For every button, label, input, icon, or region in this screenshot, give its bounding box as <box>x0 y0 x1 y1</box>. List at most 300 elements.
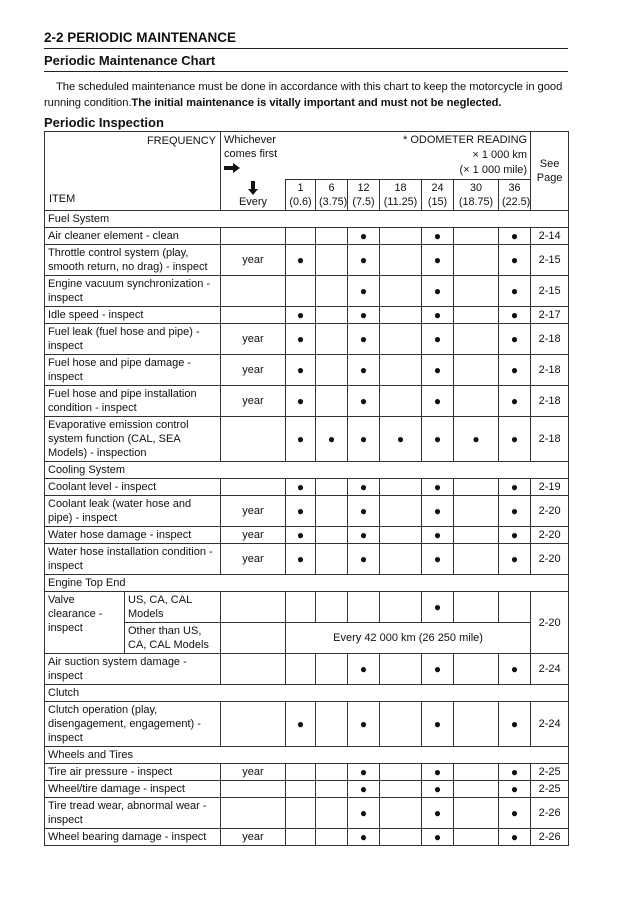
interval-mark-cell <box>422 527 454 544</box>
dot-mark: ● <box>396 432 405 446</box>
dot-mark: ● <box>433 504 442 518</box>
interval-mark-cell <box>422 324 454 355</box>
interval-mile: (18.75) <box>458 196 494 208</box>
interval-mark-cell <box>348 592 380 623</box>
table-row <box>45 307 569 324</box>
table-row <box>45 544 569 575</box>
category-row <box>45 747 569 764</box>
see-page-cell: 2-14 <box>531 228 569 245</box>
item-cell: Engine vacuum synchronization - inspect <box>45 276 221 307</box>
interval-mark-cell <box>286 496 316 527</box>
item-cell: Evaporative emission control system function (CAL, SEA Models) - inspection <box>45 417 221 462</box>
item-cell: Air suction system damage - inspect <box>45 654 221 685</box>
interval-mark-cell <box>316 702 348 747</box>
odometer-cell <box>286 132 531 180</box>
dot-mark: ● <box>359 284 368 298</box>
item-cell: Coolant level - inspect <box>45 479 221 496</box>
table-row <box>45 764 569 781</box>
interval-mark-cell <box>286 702 316 747</box>
interval-mile: (15) <box>427 196 448 208</box>
interval-mark-cell <box>286 544 316 575</box>
interval-mark-cell <box>348 544 380 575</box>
dot-mark: ● <box>296 480 305 494</box>
interval-mile: (22.5) <box>502 196 531 208</box>
category-row <box>45 462 569 479</box>
dot-mark: ● <box>433 552 442 566</box>
km-unit: × 1 000 km <box>472 149 528 161</box>
interval-mark-cell <box>499 245 531 276</box>
interval-mark-cell <box>454 798 499 829</box>
interval-mark-cell <box>422 355 454 386</box>
category-row <box>45 685 569 702</box>
interval-mark-cell <box>286 386 316 417</box>
interval-mark-cell <box>454 781 499 798</box>
chart-subtitle: Periodic Maintenance Chart <box>44 49 568 72</box>
interval-mark-cell <box>499 307 531 324</box>
every-cell <box>221 228 286 245</box>
interval-mark-cell <box>380 355 422 386</box>
dot-mark: ● <box>359 432 368 446</box>
category-title: Clutch <box>45 685 569 702</box>
category-row <box>45 575 569 592</box>
dot-mark: ● <box>510 253 519 267</box>
interval-mark-cell <box>348 228 380 245</box>
whichever-line2-row <box>224 147 283 175</box>
dot-mark: ● <box>510 363 519 377</box>
interval-mark-cell <box>380 702 422 747</box>
dot-mark: ● <box>359 528 368 542</box>
interval-mark-cell <box>380 386 422 417</box>
interval-mark-cell <box>380 245 422 276</box>
dot-mark: ● <box>510 528 519 542</box>
table-row <box>45 592 569 623</box>
dot-mark: ● <box>359 806 368 820</box>
intro-text: The scheduled maintenance must be done in accordance with this chart to keep the motorcycle in good running condition. <box>44 81 563 109</box>
interval-km: 12 <box>357 182 370 194</box>
interval-mark-cell <box>316 527 348 544</box>
item-cell: Fuel hose and pipe installation condition - inspect <box>45 386 221 417</box>
dot-mark: ● <box>510 308 519 322</box>
dot-mark: ● <box>510 830 519 844</box>
see-page-cell: 2-20 <box>531 544 569 575</box>
see-page-cell: 2-18 <box>531 355 569 386</box>
interval-mark-cell <box>454 228 499 245</box>
see-page-cell: 2-20 <box>531 592 569 654</box>
dot-mark: ● <box>433 782 442 796</box>
interval-mark-cell <box>286 798 316 829</box>
interval-mark-cell <box>422 386 454 417</box>
dot-mark: ● <box>359 229 368 243</box>
every-header <box>221 180 286 211</box>
interval-mark-cell <box>316 276 348 307</box>
interval-mark-cell <box>348 355 380 386</box>
item-cell: Air cleaner element - clean <box>45 228 221 245</box>
table-row <box>45 276 569 307</box>
interval-mark-cell <box>380 764 422 781</box>
interval-mark-cell <box>316 592 348 623</box>
interval-mark-cell <box>499 592 531 623</box>
interval-mark-cell <box>348 527 380 544</box>
interval-mark-cell <box>286 245 316 276</box>
whichever-cell <box>221 132 286 180</box>
interval-mark-cell <box>316 228 348 245</box>
page <box>44 28 568 846</box>
dot-mark: ● <box>433 394 442 408</box>
frequency-item-cell <box>45 132 221 211</box>
dot-mark: ● <box>510 662 519 676</box>
every-cell <box>221 276 286 307</box>
item-cell: Wheel bearing damage - inspect <box>45 829 221 846</box>
table-row <box>45 829 569 846</box>
interval-mark-cell <box>499 781 531 798</box>
item-cell: Tire air pressure - inspect <box>45 764 221 781</box>
dot-mark: ● <box>433 332 442 346</box>
category-title: Wheels and Tires <box>45 747 569 764</box>
dot-mark: ● <box>510 432 519 446</box>
interval-km: 30 <box>469 182 482 194</box>
every-cell: year <box>221 386 286 417</box>
table-row <box>45 324 569 355</box>
dot-mark: ● <box>433 308 442 322</box>
item-cell: Water hose damage - inspect <box>45 527 221 544</box>
interval-mark-cell <box>316 355 348 386</box>
table-row <box>45 245 569 276</box>
table-row <box>45 355 569 386</box>
interval-mark-cell <box>380 307 422 324</box>
dot-mark: ● <box>296 332 305 346</box>
dot-mark: ● <box>433 830 442 844</box>
interval-mark-cell <box>348 798 380 829</box>
interval-mark-cell <box>316 417 348 462</box>
interval-mark-cell <box>286 527 316 544</box>
every-label: Every <box>238 196 268 208</box>
table-row <box>45 417 569 462</box>
every-cell <box>221 798 286 829</box>
dot-mark: ● <box>510 480 519 494</box>
interval-mark-cell <box>454 307 499 324</box>
dot-mark: ● <box>433 528 442 542</box>
interval-mark-cell <box>454 245 499 276</box>
interval-header-1 <box>316 180 348 211</box>
odometer-label: * ODOMETER READING <box>403 134 528 146</box>
category-title: Engine Top End <box>45 575 569 592</box>
table-row <box>45 386 569 417</box>
item-cell: Coolant leak (water hose and pipe) - inspect <box>45 496 221 527</box>
interval-mark-cell <box>348 417 380 462</box>
dot-mark: ● <box>359 504 368 518</box>
dot-mark: ● <box>296 552 305 566</box>
see-page-cell: 2-20 <box>531 527 569 544</box>
dot-mark: ● <box>359 394 368 408</box>
frequency-label: FREQUENCY <box>146 135 216 147</box>
dot-mark: ● <box>296 394 305 408</box>
interval-mark-cell <box>316 829 348 846</box>
item-cell: Water hose installation condition - inspect <box>45 544 221 575</box>
item-cell: Wheel/tire damage - inspect <box>45 781 221 798</box>
category-title: Cooling System <box>45 462 569 479</box>
interval-mark-cell <box>499 829 531 846</box>
interval-mark-cell <box>454 764 499 781</box>
whichever-line2: comes first <box>224 148 278 160</box>
interval-mark-cell <box>454 829 499 846</box>
see-page-cell: 2-24 <box>531 702 569 747</box>
item-cell: Throttle control system (play, smooth return, no drag) - inspect <box>45 245 221 276</box>
interval-mark-cell <box>286 829 316 846</box>
header-row-top <box>45 132 569 180</box>
interval-mark-cell <box>348 276 380 307</box>
every-cell: year <box>221 324 286 355</box>
whichever-line1: Whichever <box>224 134 276 146</box>
item-cell: Fuel hose and pipe damage - inspect <box>45 355 221 386</box>
see-page-line1: See <box>539 158 560 170</box>
interval-mark-cell <box>316 496 348 527</box>
interval-mark-cell <box>454 417 499 462</box>
item-cell: Idle speed - inspect <box>45 307 221 324</box>
dot-mark: ● <box>510 765 519 779</box>
table-row <box>45 496 569 527</box>
interval-mark-cell <box>380 479 422 496</box>
valve-item: Valve clearance - inspect <box>45 592 125 654</box>
interval-mark-cell <box>454 496 499 527</box>
interval-mark-cell <box>316 654 348 685</box>
dot-mark: ● <box>510 552 519 566</box>
dot-mark: ● <box>433 253 442 267</box>
category-title: Fuel System <box>45 211 569 228</box>
interval-mark-cell <box>316 307 348 324</box>
interval-mark-cell <box>380 527 422 544</box>
table-row <box>45 702 569 747</box>
dot-mark: ● <box>359 717 368 731</box>
interval-mark-cell <box>380 829 422 846</box>
table-row <box>45 654 569 685</box>
interval-mark-cell <box>499 654 531 685</box>
interval-mark-cell <box>380 417 422 462</box>
interval-mark-cell <box>422 228 454 245</box>
interval-mark-cell <box>380 798 422 829</box>
interval-mark-cell <box>316 764 348 781</box>
interval-mark-cell <box>499 527 531 544</box>
interval-mark-cell <box>499 386 531 417</box>
interval-mark-cell <box>380 592 422 623</box>
dot-mark: ● <box>433 480 442 494</box>
dot-mark: ● <box>510 504 519 518</box>
interval-mark-cell <box>316 386 348 417</box>
interval-km: 36 <box>508 182 521 194</box>
interval-mark-cell <box>454 654 499 685</box>
every-cell <box>221 479 286 496</box>
interval-mile: (11.25) <box>383 196 418 208</box>
dot-mark: ● <box>359 662 368 676</box>
interval-mark-cell <box>380 324 422 355</box>
interval-mark-cell <box>348 781 380 798</box>
every-cell <box>221 417 286 462</box>
interval-mark-cell <box>454 276 499 307</box>
item-label: ITEM <box>49 193 76 205</box>
every-cell: year <box>221 544 286 575</box>
see-page-cell: 2-15 <box>531 276 569 307</box>
arrow-right-icon <box>224 163 240 173</box>
dot-mark: ● <box>510 284 519 298</box>
interval-mark-cell <box>499 228 531 245</box>
dot-mark: ● <box>510 394 519 408</box>
table-row <box>45 781 569 798</box>
interval-mark-cell <box>380 228 422 245</box>
see-page-cell: 2-19 <box>531 479 569 496</box>
see-page-cell: 2-25 <box>531 781 569 798</box>
see-page-cell: 2-18 <box>531 386 569 417</box>
every-cell <box>221 623 286 654</box>
interval-mark-cell <box>422 781 454 798</box>
table-row <box>45 479 569 496</box>
interval-mile: (7.5) <box>352 196 375 208</box>
interval-mark-cell <box>286 479 316 496</box>
interval-mark-cell <box>422 479 454 496</box>
dot-mark: ● <box>359 308 368 322</box>
inspection-title: Periodic Inspection <box>44 115 164 130</box>
interval-mark-cell <box>316 544 348 575</box>
maintenance-table <box>44 131 569 846</box>
dot-mark: ● <box>510 229 519 243</box>
see-page-cell: 2-18 <box>531 417 569 462</box>
interval-mark-cell <box>286 592 316 623</box>
dot-mark: ● <box>359 332 368 346</box>
arrow-down-icon <box>248 181 258 195</box>
interval-header-4 <box>422 180 454 211</box>
see-page-header <box>531 132 569 211</box>
interval-mark-cell <box>422 702 454 747</box>
interval-mark-cell <box>316 245 348 276</box>
interval-mark-cell <box>422 245 454 276</box>
interval-km: 6 <box>328 182 335 194</box>
interval-mark-cell <box>454 544 499 575</box>
interval-mark-cell <box>286 417 316 462</box>
every-cell <box>221 307 286 324</box>
dot-mark: ● <box>296 308 305 322</box>
intro-bold-text: The initial maintenance is vitally important and must not be neglected. <box>131 97 502 109</box>
dot-mark: ● <box>359 253 368 267</box>
dot-mark: ● <box>296 363 305 377</box>
interval-mark-cell <box>348 324 380 355</box>
every-cell: year <box>221 829 286 846</box>
interval-mark-cell <box>454 355 499 386</box>
interval-mark-cell <box>422 307 454 324</box>
interval-km: 18 <box>394 182 407 194</box>
see-page-cell: 2-20 <box>531 496 569 527</box>
dot-mark: ● <box>433 717 442 731</box>
interval-mark-cell <box>286 764 316 781</box>
interval-mark-cell <box>499 355 531 386</box>
dot-mark: ● <box>433 229 442 243</box>
dot-mark: ● <box>433 284 442 298</box>
see-page-cell: 2-15 <box>531 245 569 276</box>
see-page-cell: 2-26 <box>531 829 569 846</box>
interval-mark-cell <box>422 544 454 575</box>
interval-mark-cell <box>422 798 454 829</box>
interval-km: 24 <box>431 182 444 194</box>
dot-mark: ● <box>296 432 305 446</box>
item-cell: Fuel leak (fuel hose and pipe) - inspect <box>45 324 221 355</box>
table-row <box>45 228 569 245</box>
item-cell: Clutch operation (play, disengagement, engagement) - inspect <box>45 702 221 747</box>
every-cell: year <box>221 245 286 276</box>
interval-mark-cell <box>422 592 454 623</box>
interval-mark-cell <box>286 781 316 798</box>
dot-mark: ● <box>296 504 305 518</box>
interval-mark-cell <box>286 355 316 386</box>
interval-mark-cell <box>422 496 454 527</box>
intro-paragraph <box>44 79 568 111</box>
interval-mile: (3.75) <box>319 196 348 208</box>
valve-sub2-interval: Every 42 000 km (26 250 mile) <box>286 623 531 654</box>
interval-mark-cell <box>454 386 499 417</box>
interval-mark-cell <box>316 781 348 798</box>
see-page-cell: 2-18 <box>531 324 569 355</box>
dot-mark: ● <box>433 432 442 446</box>
see-page-cell: 2-25 <box>531 764 569 781</box>
see-page-cell: 2-26 <box>531 798 569 829</box>
table-row <box>45 527 569 544</box>
category-row <box>45 211 569 228</box>
interval-mark-cell <box>499 324 531 355</box>
interval-mark-cell <box>348 386 380 417</box>
every-cell <box>221 702 286 747</box>
interval-mark-cell <box>286 307 316 324</box>
every-cell <box>221 654 286 685</box>
see-page-cell: 2-24 <box>531 654 569 685</box>
interval-mark-cell <box>454 527 499 544</box>
interval-mark-cell <box>422 654 454 685</box>
interval-mark-cell <box>348 479 380 496</box>
interval-mark-cell <box>348 702 380 747</box>
dot-mark: ● <box>433 600 442 614</box>
see-page-line2: Page <box>536 172 563 184</box>
interval-mark-cell <box>348 654 380 685</box>
interval-mark-cell <box>286 654 316 685</box>
interval-mark-cell <box>286 276 316 307</box>
table-body <box>45 211 569 846</box>
interval-mark-cell <box>286 228 316 245</box>
interval-mark-cell <box>380 276 422 307</box>
interval-mark-cell <box>348 829 380 846</box>
dot-mark: ● <box>510 717 519 731</box>
interval-mark-cell <box>422 829 454 846</box>
interval-mark-cell <box>454 324 499 355</box>
dot-mark: ● <box>433 363 442 377</box>
dot-mark: ● <box>359 480 368 494</box>
every-cell <box>221 781 286 798</box>
dot-mark: ● <box>296 253 305 267</box>
interval-mark-cell <box>422 764 454 781</box>
valve-sub2: Other than US, CA, CAL Models <box>125 623 221 654</box>
interval-mark-cell <box>454 702 499 747</box>
interval-header-2 <box>348 180 380 211</box>
interval-mark-cell <box>499 496 531 527</box>
interval-mark-cell <box>499 479 531 496</box>
every-cell: year <box>221 496 286 527</box>
interval-header-3 <box>380 180 422 211</box>
interval-mark-cell <box>380 544 422 575</box>
dot-mark: ● <box>433 662 442 676</box>
interval-mark-cell <box>348 245 380 276</box>
dot-mark: ● <box>510 782 519 796</box>
dot-mark: ● <box>472 432 480 446</box>
interval-header-6 <box>499 180 531 211</box>
interval-mark-cell <box>454 592 499 623</box>
item-cell: Tire tread wear, abnormal wear - inspect <box>45 798 221 829</box>
mile-unit: (× 1 000 mile) <box>459 164 528 176</box>
every-cell <box>221 592 286 623</box>
interval-header-0 <box>286 180 316 211</box>
